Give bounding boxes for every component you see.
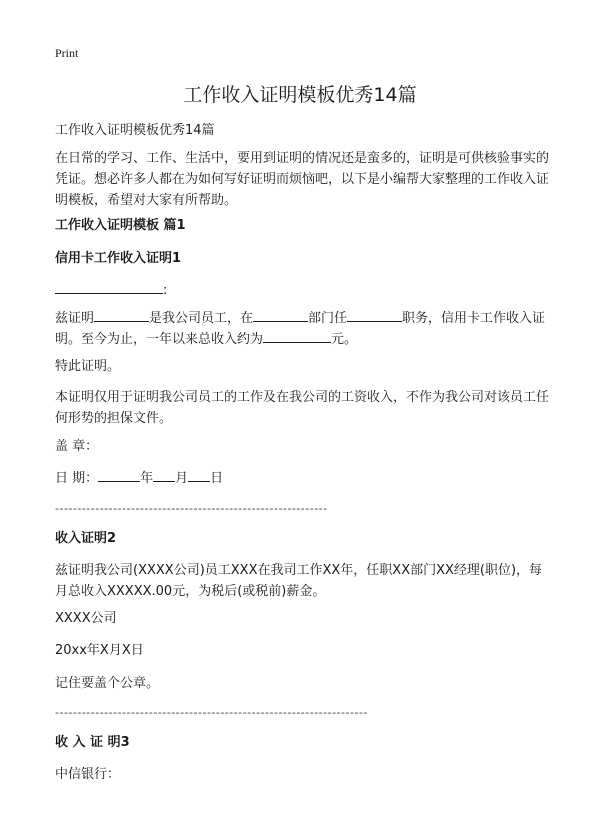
section2-heading: 收入证明2: [55, 531, 117, 546]
body-part-2: 是我公司员工，在: [149, 311, 254, 326]
document-subtitle: 工作收入证明模板优秀14篇: [55, 123, 215, 138]
position-blank: [347, 308, 402, 322]
section1-body: [55, 308, 550, 350]
year-label: 年: [140, 471, 154, 486]
disclaimer-paragraph: 本证明仅用于证明我公司员工的工作及在我公司的工资收入，不作为我公司对该员工任何形势的担保文件。: [55, 390, 550, 426]
body-part-1: 兹证明: [55, 311, 95, 326]
income-blank: [263, 329, 331, 343]
seal-label: 盖 章：: [55, 439, 99, 454]
section1-heading: 工作收入证明模板 篇1: [55, 218, 186, 233]
section3-heading: 收 入 证 明3: [55, 735, 130, 750]
department-blank: [253, 308, 308, 322]
section2-note: 记住要盖个公章。: [55, 676, 160, 691]
section1-subheading: 信用卡工作收入证明1: [55, 251, 182, 266]
date-label: 日 期：: [55, 471, 99, 486]
date-line: [55, 468, 223, 489]
signature-blank: [55, 280, 163, 294]
divider-1: -------------------------------------------------------------: [55, 502, 328, 515]
body-part-3: 部门任: [308, 311, 348, 326]
signature-line: [55, 280, 167, 301]
body-part-4: 职务，信用卡工作收入证明。至今为止，一年以来总收入约为: [55, 311, 546, 347]
body-part-5: 元。: [331, 332, 358, 347]
month-label: 月: [175, 471, 189, 486]
section2-date: 20xx年X月X日: [55, 643, 144, 658]
special-statement: 特此证明。: [55, 359, 121, 374]
print-label: Print: [55, 46, 79, 60]
name-blank: [94, 308, 149, 322]
document-title: 工作收入证明模板优秀14篇: [183, 84, 417, 106]
signature-colon: :: [163, 283, 168, 298]
divider-2: ----------------------------------------------------------------------: [55, 706, 368, 719]
year-blank: [98, 468, 140, 482]
section2-body: 兹证明我公司(XXXX公司)员工XXX在我司工作XX年，任职XX部门XX经理(职位)，每月总收入XXXXX.00元，为税后(或税前)薪金。: [55, 563, 543, 599]
month-blank: [153, 468, 175, 482]
day-label: 日: [210, 471, 224, 486]
section3-bank: 中信银行：: [55, 767, 121, 782]
day-blank: [188, 468, 210, 482]
intro-paragraph: 在日常的学习、工作、生活中，要用到证明的情况还是蛮多的，证明是可供核验事实的凭证。想必许多人都在为如何写好证明而烦恼吧，以下是小编帮大家整理的工作收入证明模板，希望对大家有所帮助。: [55, 151, 550, 208]
company-name: XXXX公司: [55, 611, 117, 626]
